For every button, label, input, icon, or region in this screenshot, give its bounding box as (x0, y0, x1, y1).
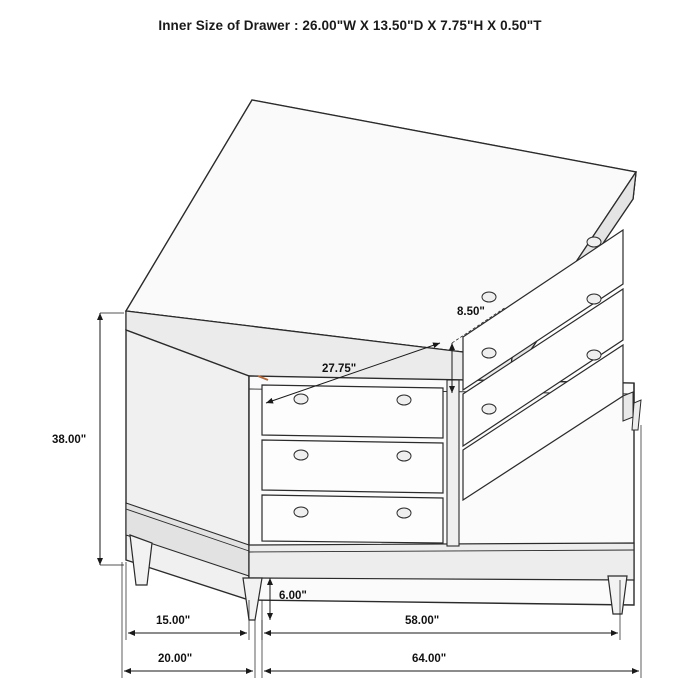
leg-front-right (608, 576, 627, 614)
drawer-left-middle[interactable] (262, 440, 443, 493)
page-title: Inner Size of Drawer : 26.00"W X 13.50"D X 7.75"H X 0.50"T (158, 18, 542, 33)
dimension-label-base-depth: 20.00" (158, 653, 193, 665)
dimension-label-total-width: 64.00" (412, 653, 447, 665)
drawer-left-top[interactable] (262, 385, 443, 438)
dimension-label-depth: 15.00" (156, 615, 191, 627)
leg-front-left (130, 535, 152, 585)
dimension-label-drawer-height: 8.50" (457, 306, 485, 318)
dimension-label-front-width: 58.00" (405, 615, 440, 627)
drawer-left-bottom[interactable] (262, 495, 443, 543)
dimension-label-leg-height: 6.00" (279, 590, 307, 602)
dresser-body (126, 100, 641, 620)
dimension-label-height: 38.00" (52, 434, 87, 446)
dimension-label-drawer-width: 27.75" (322, 363, 357, 375)
